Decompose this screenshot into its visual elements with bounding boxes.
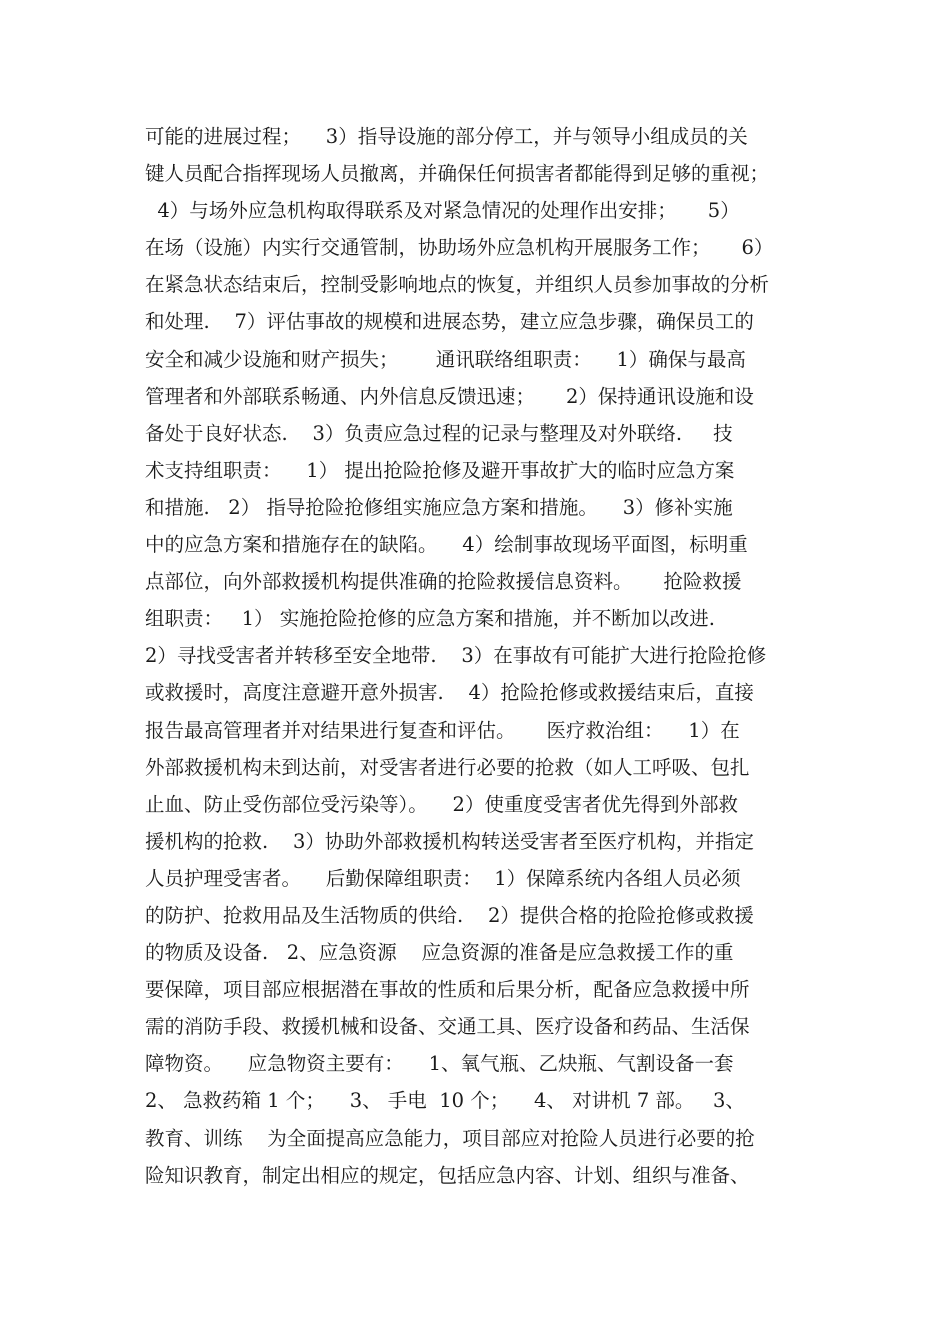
text-line: 报告最高管理者并对结果进行复查和评估。 医疗救治组： 1）在 xyxy=(145,718,740,742)
text-line: 人员护理受害者。 后勤保障组职责： 1）保障系统内各组人员必须 xyxy=(145,866,741,890)
text-line: 管理者和外部联系畅通、内外信息反馈迅速； 2）保持通讯设施和设 xyxy=(145,384,754,408)
text-line: 在紧急状态结束后，控制受影响地点的恢复，并组织人员参加事故的分析 xyxy=(145,273,770,297)
text-line: 险知识教育，制定出相应的规定，包括应急内容、计划、组织与准备、 xyxy=(145,1163,750,1187)
text-line: 需的消防手段、救援机械和设备、交通工具、医疗设备和药品、生活保 xyxy=(145,1015,750,1039)
text-line: 备处于良好状态. 3）负责应急过程的记录与整理及对外联络. 技 xyxy=(145,421,733,445)
text-line: 2）寻找受害者并转移至安全地带. 3）在事故有可能扩大进行抢险抢修 xyxy=(145,644,767,668)
text-line: 键人员配合指挥现场人员撤离，并确保任何损害者都能得到足够的重视； xyxy=(145,162,770,186)
text-line: 点部位，向外部救援机构提供准确的抢险救援信息资料。 抢险救援 xyxy=(145,570,742,594)
text-line: 在场（设施）内实行交通管制，协助场外应急机构开展服务工作； 6） xyxy=(145,236,774,260)
text-line: 的防护、抢救用品及生活物质的供给. 2）提供合格的抢险抢修或救援 xyxy=(145,903,754,927)
text-line: 外部救援机构未到达前，对受害者进行必要的抢救（如人工呼吸、包扎 xyxy=(145,755,750,779)
text-line: 要保障，项目部应根据潜在事故的性质和后果分析，配备应急救援中所 xyxy=(145,978,750,1002)
text-line: 2、 急救药箱 1 个； 3、 手电 10 个； 4、 对讲机 7 部。 3、 xyxy=(145,1089,745,1113)
text-line: 组职责： 1） 实施抢险抢修的应急方案和措施，并不断加以改进. xyxy=(145,607,715,631)
text-line: 的物质及设备. 2、应急资源 应急资源的准备是应急救援工作的重 xyxy=(145,941,734,965)
text-line: 教育、训练 为全面提高应急能力，项目部应对抢险人员进行必要的抢 xyxy=(145,1126,755,1150)
text-line: 援机构的抢救. 3）协助外部救援机构转送受害者至医疗机构，并指定 xyxy=(145,829,754,853)
text-line: 或救援时，高度注意避开意外损害. 4）抢险抢修或救援结束后，直接 xyxy=(145,681,754,705)
text-line: 4）与场外应急机构取得联系及对紧急情况的处理作出安排； 5） xyxy=(145,199,740,223)
text-line: 中的应急方案和措施存在的缺陷。 4）绘制事故现场平面图，标明重 xyxy=(145,533,748,557)
text-line: 术支持组职责： 1） 提出抢险抢修及避开事故扩大的临时应急方案 xyxy=(145,458,735,482)
text-line: 止血、防止受伤部位受污染等）。 2）使重度受害者优先得到外部救 xyxy=(145,792,738,816)
text-line: 可能的进展过程； 3）指导设施的部分停工，并与领导小组成员的关 xyxy=(145,125,748,148)
text-line: 和措施. 2） 指导抢险抢修组实施应急方案和措施。 3）修补实施 xyxy=(145,495,733,519)
body-text xyxy=(145,118,845,1194)
text-line: 安全和减少设施和财产损失； 通讯联络组职责： 1）确保与最高 xyxy=(145,347,746,371)
text-line: 障物资。 应急物资主要有： 1、氧气瓶、乙炔瓶、气割设备一套 xyxy=(145,1052,734,1076)
text-line: 和处理. 7）评估事故的规模和进展态势，建立应急步骤，确保员工的 xyxy=(145,310,754,334)
